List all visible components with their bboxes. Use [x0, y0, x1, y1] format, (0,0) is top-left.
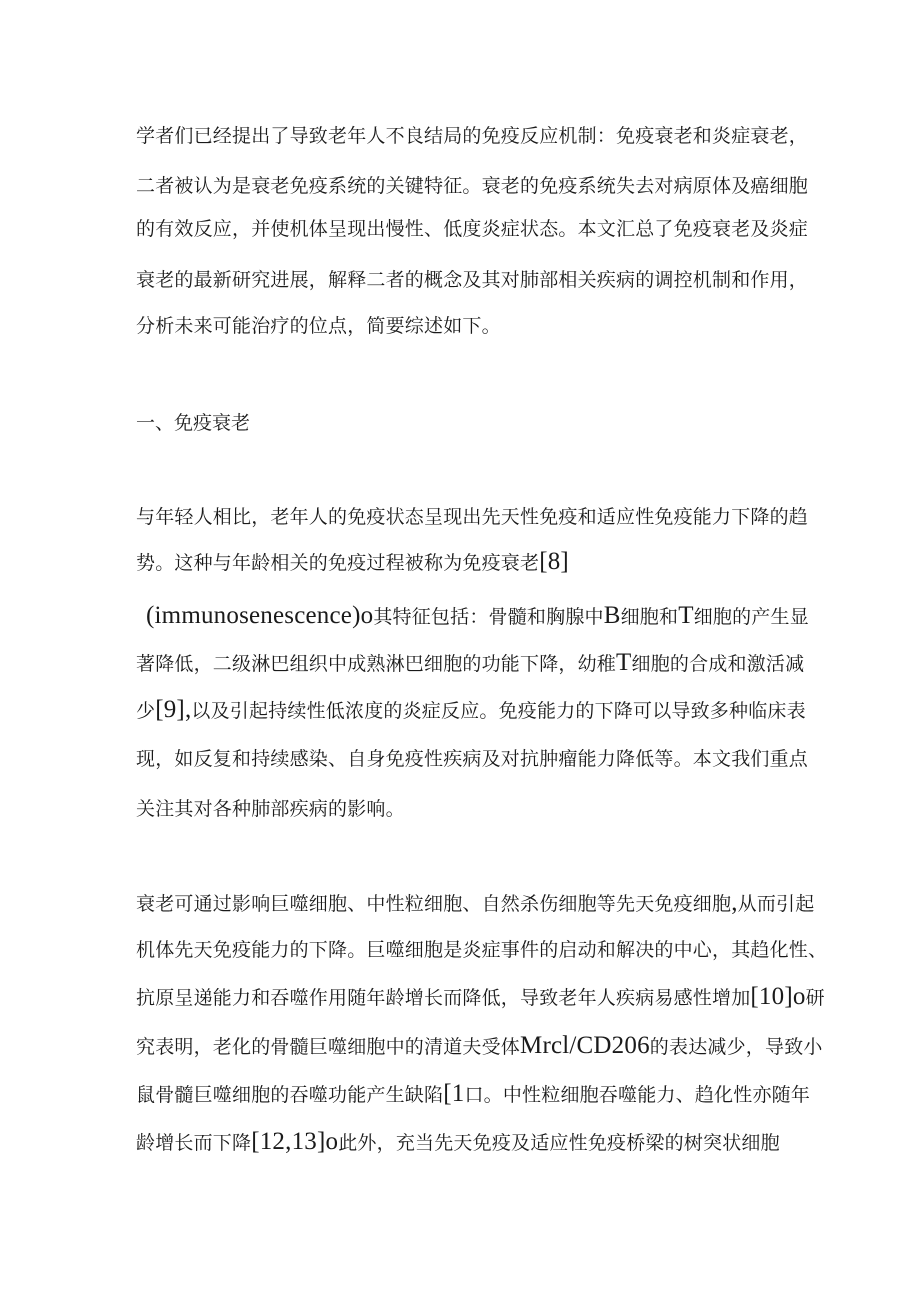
latin-text-run: [9],	[155, 696, 192, 723]
paragraph-1-line-3: 的有效反应，并使机体呈现出慢性、低度炎症状态。本文汇总了免疫衰老及炎症	[136, 218, 809, 240]
paragraph-3-line-2: 机体先天免疫能力的下降。巨噬细胞是炎症事件的启动和解决的中心，其趋化性、	[136, 939, 828, 961]
latin-text-run: B	[603, 602, 621, 629]
paragraph-2-line-1: 与年轻人相比，老年人的免疫状态呈现出先天性免疫和适应性免疫能力下降的趋	[136, 506, 809, 528]
paragraph-2-line-2: 势。这种与年龄相关的免疫过程被称为免疫衰老[8]	[136, 548, 569, 575]
latin-text-run: [1	[443, 1080, 465, 1107]
latin-text-run: T	[616, 649, 632, 676]
paragraph-3-line-1: 衰老可通过影响巨噬细胞、中性粒细胞、自然杀伤细胞等先天免疫细胞,从而引起	[136, 889, 815, 916]
latin-text-run: [10]o	[750, 983, 806, 1010]
section-heading: 一、免疫衰老	[136, 412, 251, 434]
paragraph-2-line-7: 关注其对各种肺部疾病的影响。	[136, 798, 405, 820]
paragraph-3-line-6: 龄增长而下降[12,13]o此外，充当先天免疫及适应性免疫桥梁的树突状细胞	[136, 1128, 780, 1155]
latin-text-run: ,	[731, 889, 738, 916]
latin-text-run: [8]	[539, 548, 569, 575]
paragraph-1-line-4: 衰老的最新研究进展，解释二者的概念及其对肺部相关疾病的调控机制和作用，	[136, 269, 809, 291]
paragraph-1-line-2: 二者被认为是衰老免疫系统的关键特征。衰老的免疫系统失去对病原体及癌细胞	[136, 175, 809, 197]
paragraph-3-line-4: 究表明，老化的骨髓巨噬细胞中的清道夫受体Mrcl/CD206的表达减少，导致小	[136, 1032, 823, 1059]
paragraph-2-line-6: 现，如反复和持续感染、自身免疫性疾病及对抗肿瘤能力降低等。本文我们重点	[136, 748, 809, 770]
latin-text-run: [12,13]o	[251, 1128, 339, 1155]
paragraph-3-line-5: 鼠骨髓巨噬细胞的吞噬功能产生缺陷[1口。中性粒细胞吞噬能力、趋化性亦随年	[136, 1080, 811, 1107]
paragraph-1-line-5: 分析未来可能治疗的位点，简要综述如下。	[136, 315, 501, 337]
latin-text-run: T	[678, 602, 694, 629]
paragraph-1-line-1: 学者们已经提出了导致老年人不良结局的免疫反应机制：免疫衰老和炎症衰老，	[136, 125, 809, 147]
paragraph-2-line-3: (immunosenescence)o其特征包括：骨髓和胸腺中B细胞和T细胞的产生显	[146, 602, 809, 629]
paragraph-3-line-3: 抗原呈递能力和吞噬作用随年龄增长而降低，导致老年人疾病易感性增加[10]o研	[136, 983, 825, 1010]
latin-text-run: Mrcl/CD206	[520, 1032, 650, 1059]
paragraph-2-line-4: 著降低，二级淋巴组织中成熟淋巴细胞的功能下降，幼稚T细胞的合成和激活减	[136, 649, 805, 676]
latin-text-run: (immunosenescence)o	[146, 602, 374, 629]
paragraph-2-line-5: 少[9],以及引起持续性低浓度的炎症反应。免疫能力的下降可以导致多种临床表	[136, 696, 806, 723]
